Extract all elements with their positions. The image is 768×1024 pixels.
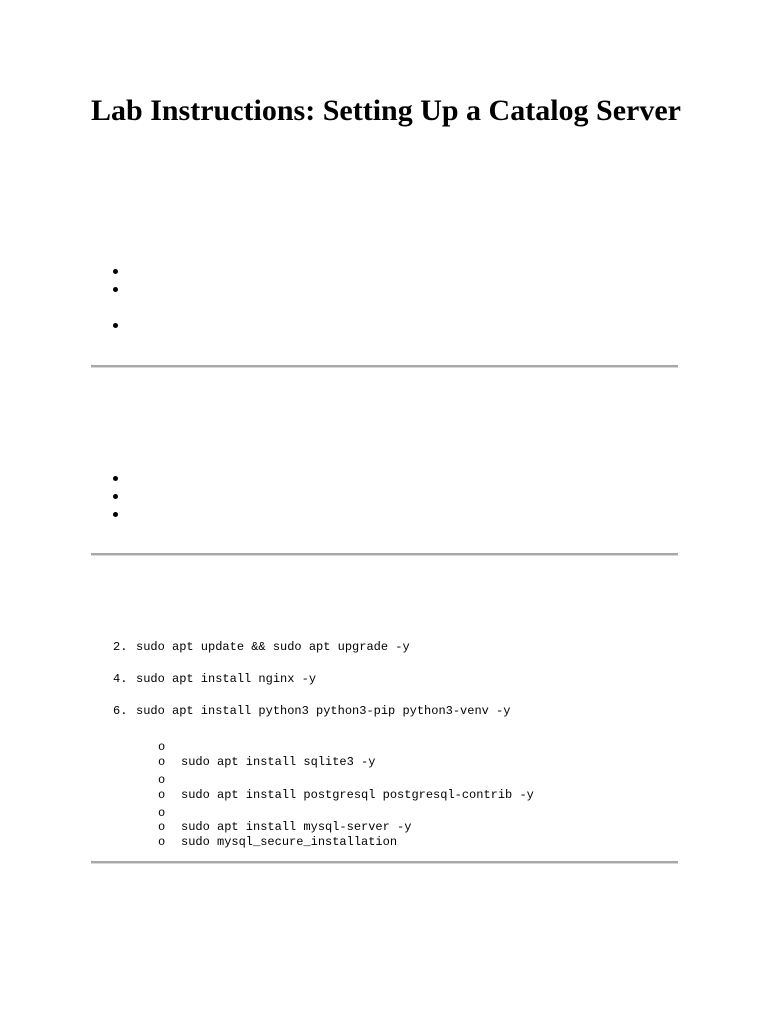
page-title: Lab Instructions: Setting Up a Catalog Server	[91, 94, 681, 127]
postgres-command: sudo apt install postgresql postgresql-contrib -y	[181, 788, 534, 802]
mysql-secure-command: sudo mysql_secure_installation	[181, 835, 398, 849]
horizontal-rule	[91, 365, 678, 368]
circle-bullet-marker: o	[158, 755, 166, 769]
step-number: 4.	[113, 672, 128, 686]
bullet-marker	[113, 323, 118, 328]
circle-bullet-marker: o	[158, 806, 166, 820]
circle-bullet-marker: o	[158, 835, 166, 849]
bullet-marker	[113, 494, 118, 499]
bullet-marker	[113, 269, 118, 274]
circle-bullet-marker: o	[158, 820, 166, 834]
bullet-marker	[113, 476, 118, 481]
bullet-marker	[113, 512, 118, 517]
bullet-marker	[113, 287, 118, 292]
step-command: sudo apt install nginx -y	[136, 672, 317, 686]
horizontal-rule	[91, 861, 678, 864]
circle-bullet-marker: o	[158, 740, 166, 754]
sqlite-command: sudo apt install sqlite3 -y	[181, 755, 376, 769]
mysql-command: sudo apt install mysql-server -y	[181, 820, 412, 834]
circle-bullet-marker: o	[158, 773, 166, 787]
step-number: 2.	[113, 640, 128, 654]
step-number: 6.	[113, 704, 128, 718]
horizontal-rule	[91, 553, 678, 556]
circle-bullet-marker: o	[158, 788, 166, 802]
step-command: sudo apt update && sudo apt upgrade -y	[136, 640, 410, 654]
step-command: sudo apt install python3 python3-pip python3-venv -y	[136, 704, 511, 718]
